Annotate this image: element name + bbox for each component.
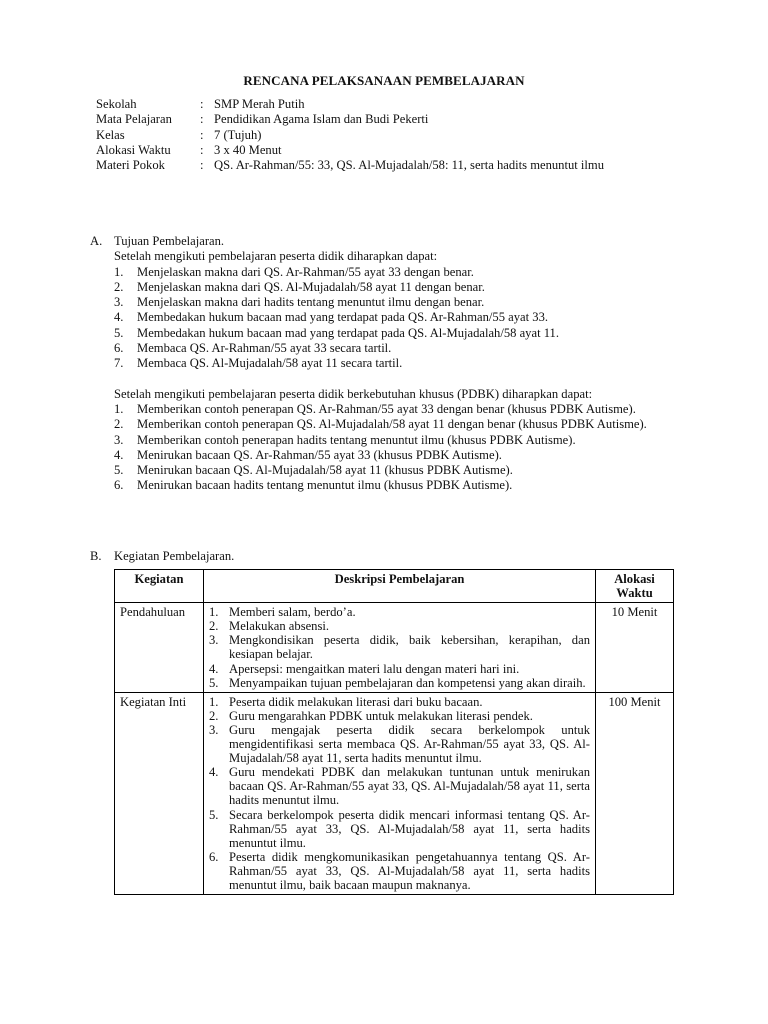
list-text: Menyampaikan tujuan pembelajaran dan kompetensi yang akan diraih. <box>229 675 586 690</box>
list-number: 3. <box>209 722 219 737</box>
meta-row-sekolah <box>96 97 676 112</box>
list-text: Menjelaskan makna dari QS. Al-Mujadalah/58 ayat 11 dengan benar. <box>137 279 485 294</box>
list-number: 1. <box>114 264 124 279</box>
intro-text-pdbk: Setelah mengikuti pembelajaran peserta didik berkebutuhan khusus (PDBK) diharapkan dapat: <box>114 386 593 401</box>
list-text: Membedakan hukum bacaan mad yang terdapat pada QS. Al-Mujadalah/58 ayat 11. <box>137 325 559 340</box>
list-number: 5. <box>209 807 219 822</box>
meta-value: Pendidikan Agama Islam dan Budi Pekerti <box>214 112 429 127</box>
section-title: Tujuan Pembelajaran. <box>114 234 225 248</box>
list-item <box>114 402 672 417</box>
list-item <box>209 662 590 676</box>
list-number: 2. <box>209 708 219 723</box>
list-number: 1. <box>114 401 124 416</box>
list-item <box>114 433 672 448</box>
list-number: 4. <box>114 310 124 325</box>
list-number: 4. <box>114 447 124 462</box>
meta-colon: : <box>200 142 204 157</box>
list-text: Guru mengarahkan PDBK untuk melakukan literasi pendek. <box>229 708 533 723</box>
table-row <box>115 692 674 894</box>
list-item <box>114 310 672 325</box>
list-number: 3. <box>114 295 124 310</box>
list-item <box>209 808 590 850</box>
list-item <box>209 633 590 661</box>
list-text: Melakukan absensi. <box>229 619 330 634</box>
meta-colon: : <box>200 112 204 127</box>
list-number: 1. <box>209 605 219 620</box>
list-item <box>209 619 590 633</box>
meta-value: 3 x 40 Menut <box>214 142 282 157</box>
list-item <box>114 478 672 493</box>
meta-label: Kelas <box>96 127 125 142</box>
list-number: 2. <box>114 417 124 432</box>
meta-row-materi-pokok <box>96 158 676 173</box>
meta-colon: : <box>200 127 204 142</box>
list-item <box>209 765 590 807</box>
list-text: Guru mengajak peserta didik secara berkelompok untuk mengidentifikasi serta membaca QS. Ar-Rahman/55 ayat 33, QS. Al-Mujadalah/58 ayat 11, serta hadits menuntut ilmu. <box>229 722 590 766</box>
column-header: Kegiatan <box>115 570 204 603</box>
list-item <box>114 341 672 356</box>
meta-colon: : <box>200 158 204 173</box>
meta-row-mata-pelajaran <box>96 112 676 127</box>
list-number: 5. <box>114 463 124 478</box>
list-text: Menjelaskan makna dari hadits tentang menuntut ilmu dengan benar. <box>137 295 485 310</box>
list-text: Menjelaskan makna dari QS. Ar-Rahman/55 ayat 33 dengan benar. <box>137 264 474 279</box>
meta-label: Sekolah <box>96 97 137 111</box>
waktu-cell: 10 Menit <box>596 603 674 693</box>
list-text: Secara berkelompok peserta didik mencari informasi tentang QS. Ar-Rahman/55 ayat 33, QS. Al-Mujadalah/58 ayat 11, serta hadits menuntut ilmu. <box>229 807 590 850</box>
objective-list-pdbk <box>90 402 672 494</box>
list-number: 5. <box>114 325 124 340</box>
list-item <box>114 417 672 432</box>
kegiatan-cell: Pendahuluan <box>115 603 204 693</box>
page-title: RENCANA PELAKSANAAN PEMBELAJARAN <box>243 73 525 88</box>
list-number: 6. <box>114 478 124 493</box>
list-text: Mengkondisikan peserta didik, baik kebersihan, kerapihan, dan kesiapan belajar. <box>229 633 590 662</box>
list-text: Memberikan contoh penerapan QS. Ar-Rahman/55 ayat 33 dengan benar (khusus PDBK Autisme). <box>137 401 636 416</box>
list-text: Guru mendekati PDBK dan melakukan tuntunan untuk menirukan bacaan QS. Ar-Rahman/55 ayat 33, QS. Al-Mujadalah/58 ayat 11, serta hadits menuntut ilmu. <box>229 765 590 808</box>
deskripsi-cell <box>204 692 596 894</box>
deskripsi-cell <box>204 603 596 693</box>
list-text: Membaca QS. Ar-Rahman/55 ayat 33 secara tartil. <box>137 341 392 356</box>
list-text: Peserta didik mengkomunikasikan pengetahuannya tentang QS. Ar-Rahman/55 ayat 33, QS. Al-Mujadalah/58 ayat 11, serta hadits menuntut ilmu, baik bacaan maupun maknanya. <box>229 849 590 892</box>
objective-list <box>90 265 672 372</box>
meta-label: Alokasi Waktu <box>96 142 171 157</box>
list-item <box>209 709 590 723</box>
list-number: 4. <box>209 765 219 780</box>
section-heading <box>90 549 672 564</box>
meta-colon: : <box>200 97 204 111</box>
list-item <box>209 676 590 690</box>
waktu-cell: 100 Menit <box>596 692 674 894</box>
list-text: Menirukan bacaan QS. Al-Mujadalah/58 ayat 11 (khusus PDBK Autisme). <box>137 463 513 478</box>
section-letter: B. <box>90 549 102 563</box>
list-number: 3. <box>114 432 124 447</box>
list-item <box>209 605 590 619</box>
list-item <box>114 356 672 371</box>
list-item <box>114 295 672 310</box>
meta-label: Mata Pelajaran <box>96 112 172 127</box>
identity-block <box>96 97 676 173</box>
meta-label: Materi Pokok <box>96 158 165 173</box>
list-item <box>209 723 590 765</box>
activity-table <box>114 569 674 895</box>
intro-text: Setelah mengikuti pembelajaran peserta didik diharapkan dapat: <box>114 249 438 264</box>
list-number: 1. <box>209 694 219 709</box>
list-text: Menirukan bacaan QS. Ar-Rahman/55 ayat 33 (khusus PDBK Autisme). <box>137 447 502 462</box>
section-kegiatan <box>90 549 672 564</box>
section-title: Kegiatan Pembelajaran. <box>114 549 235 563</box>
list-item <box>209 695 590 709</box>
list-text: Memberi salam, berdo’a. <box>229 605 356 620</box>
list-number: 3. <box>209 633 219 648</box>
meta-row-alokasi-waktu <box>96 143 676 158</box>
list-number: 6. <box>209 849 219 864</box>
list-text: Memberikan contoh penerapan QS. Al-Mujadalah/58 ayat 11 dengan benar (khusus PDBK Autisme). <box>137 417 647 432</box>
section-tujuan <box>90 234 672 494</box>
list-number: 4. <box>209 661 219 676</box>
list-text: Apersepsi: mengaitkan materi lalu dengan materi hari ini. <box>229 661 520 676</box>
list-item <box>114 280 672 295</box>
list-item <box>114 326 672 341</box>
column-header: Alokasi Waktu <box>596 570 674 603</box>
list-item <box>114 448 672 463</box>
list-text: Membedakan hukum bacaan mad yang terdapat pada QS. Ar-Rahman/55 ayat 33. <box>137 310 549 325</box>
meta-value: QS. Ar-Rahman/55: 33, QS. Al-Mujadalah/58: 11, serta hadits menuntut ilmu <box>214 158 604 173</box>
list-text: Menirukan bacaan hadits tentang menuntut ilmu (khusus PDBK Autisme). <box>137 478 513 493</box>
table-header-row <box>115 570 674 603</box>
list-number: 5. <box>209 675 219 690</box>
kegiatan-cell: Kegiatan Inti <box>115 692 204 894</box>
table-row <box>115 603 674 693</box>
list-item <box>209 850 590 892</box>
list-number: 7. <box>114 356 124 371</box>
activity-list <box>209 695 590 892</box>
section-letter: A. <box>90 234 103 248</box>
meta-row-kelas <box>96 128 676 143</box>
meta-value: 7 (Tujuh) <box>214 127 262 142</box>
list-number: 6. <box>114 341 124 356</box>
column-header: Deskripsi Pembelajaran <box>204 570 596 603</box>
list-number: 2. <box>209 619 219 634</box>
list-text: Memberikan contoh penerapan hadits tentang menuntut ilmu (khusus PDBK Autisme). <box>137 432 576 447</box>
section-heading <box>90 234 672 249</box>
list-text: Membaca QS. Al-Mujadalah/58 ayat 11 secara tartil. <box>137 356 403 371</box>
activity-list <box>209 605 590 690</box>
meta-value: SMP Merah Putih <box>214 97 305 111</box>
list-item <box>114 265 672 280</box>
list-number: 2. <box>114 279 124 294</box>
list-text: Peserta didik melakukan literasi dari buku bacaan. <box>229 694 483 709</box>
list-item <box>114 463 672 478</box>
